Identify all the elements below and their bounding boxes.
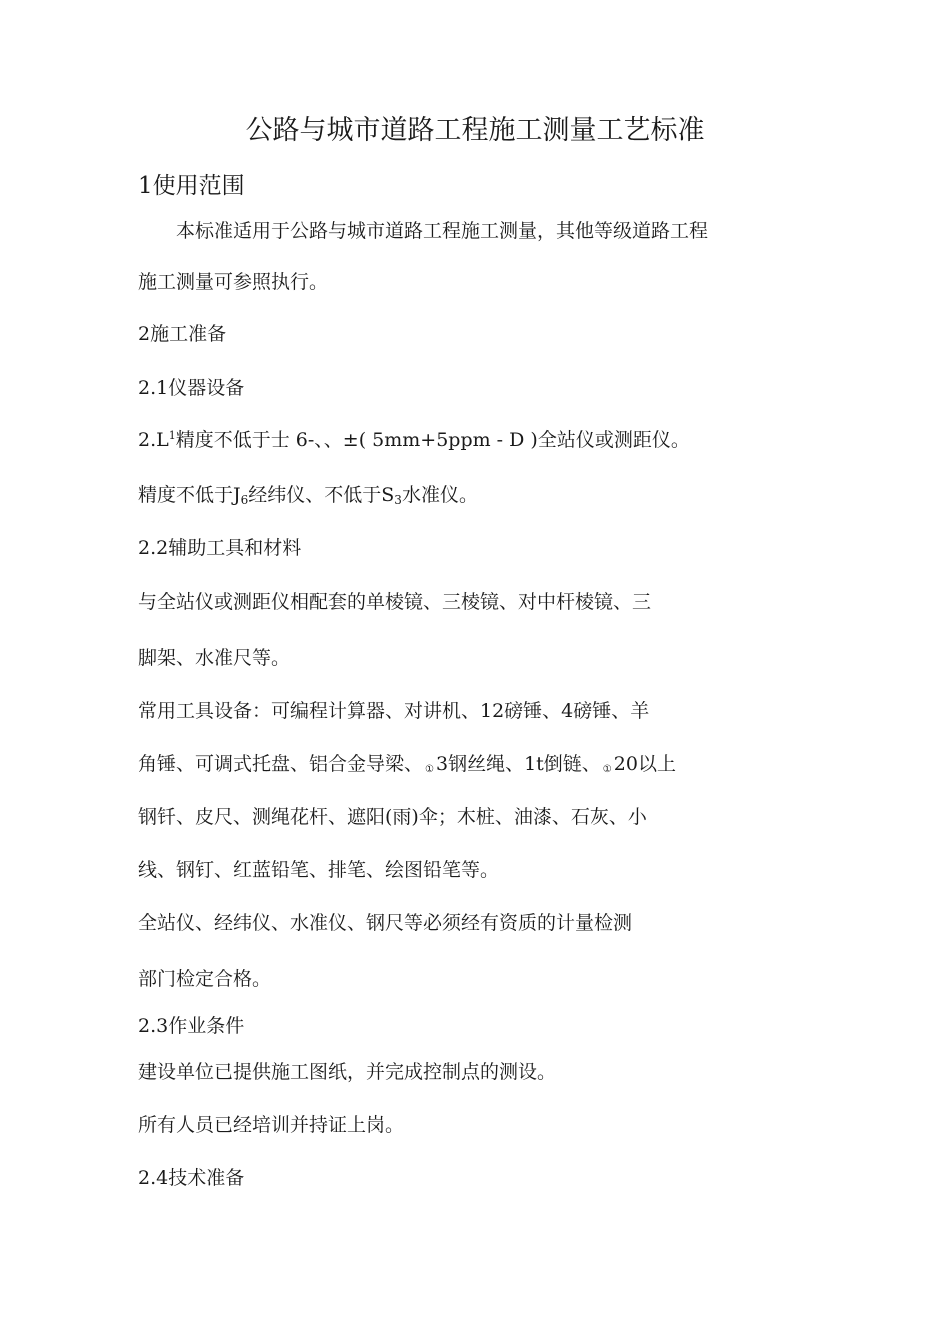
text-run: 精度不低于J	[138, 484, 241, 506]
paragraph-theodolite-level	[138, 483, 478, 507]
paragraph-tools-line-2	[138, 752, 676, 782]
document-title: 公路与城市道路工程施工测量工艺标准	[245, 115, 705, 146]
text-run: 20以上	[613, 753, 676, 775]
subsection-heading-2-4: 2.4技术准备	[138, 1167, 245, 1189]
paragraph-conditions-line-1: 建设单位已提供施工图纸，并完成控制点的测设。	[138, 1061, 557, 1083]
subsection-heading-2-2: 2.2辅助工具和材料	[138, 537, 302, 559]
subsection-heading-2-3: 2.3作业条件	[138, 1015, 245, 1037]
text-run: 2.L	[138, 429, 169, 451]
paragraph-tools-line-3: 钢钎、皮尺、测绳花杆、遮阳(雨)伞；木桩、油漆、石灰、小	[138, 806, 647, 828]
paragraph-calibration-line-1: 全站仪、经纬仪、水准仪、钢尺等必须经有资质的计量检测	[138, 912, 633, 934]
text-run: 角锤、可调式托盘、铝合金导梁、	[138, 753, 424, 775]
paragraph-scope-line-1: 本标准适用于公路与城市道路工程施工测量，其他等级道路工程	[176, 220, 709, 242]
text-run: 经纬仪、不低于S	[248, 484, 395, 506]
paragraph-prisms-line-2: 脚架、水准尺等。	[138, 647, 291, 669]
text-run: 水准仪。	[401, 484, 478, 506]
section-heading-1: 1使用范围	[138, 173, 245, 199]
subscript: 6	[240, 493, 249, 507]
paragraph-scope-line-2: 施工测量可参照执行。	[138, 271, 329, 293]
paragraph-conditions-line-2: 所有人员已经培训并持证上岗。	[138, 1114, 405, 1136]
subsection-heading-2-1: 2.1仪器设备	[138, 377, 245, 399]
diameter-symbol: ①	[425, 764, 434, 775]
paragraph-prisms-line-1: 与全站仪或测距仪相配套的单棱镜、三棱镜、对中杆棱镜、三	[138, 591, 652, 613]
subscript: 3	[394, 493, 402, 507]
text-run: 精度不低于士 6-、、±( 5mm+5ppm - D )全站仪或测距仪。	[175, 429, 690, 451]
paragraph-calibration-line-2: 部门检定合格。	[138, 968, 272, 990]
paragraph-instrument-accuracy	[138, 428, 690, 452]
diameter-symbol: ①	[602, 764, 612, 775]
text-run: 3钢丝绳、1t倒链、	[435, 753, 601, 775]
section-heading-2: 2施工准备	[138, 323, 227, 345]
superscript: 1	[168, 429, 176, 442]
paragraph-tools-line-1: 常用工具设备：可编程计算器、对讲机、12磅锤、4磅锤、羊	[138, 700, 650, 722]
paragraph-tools-line-4: 线、钢钉、红蓝铅笔、排笔、绘图铅笔等。	[138, 859, 500, 881]
